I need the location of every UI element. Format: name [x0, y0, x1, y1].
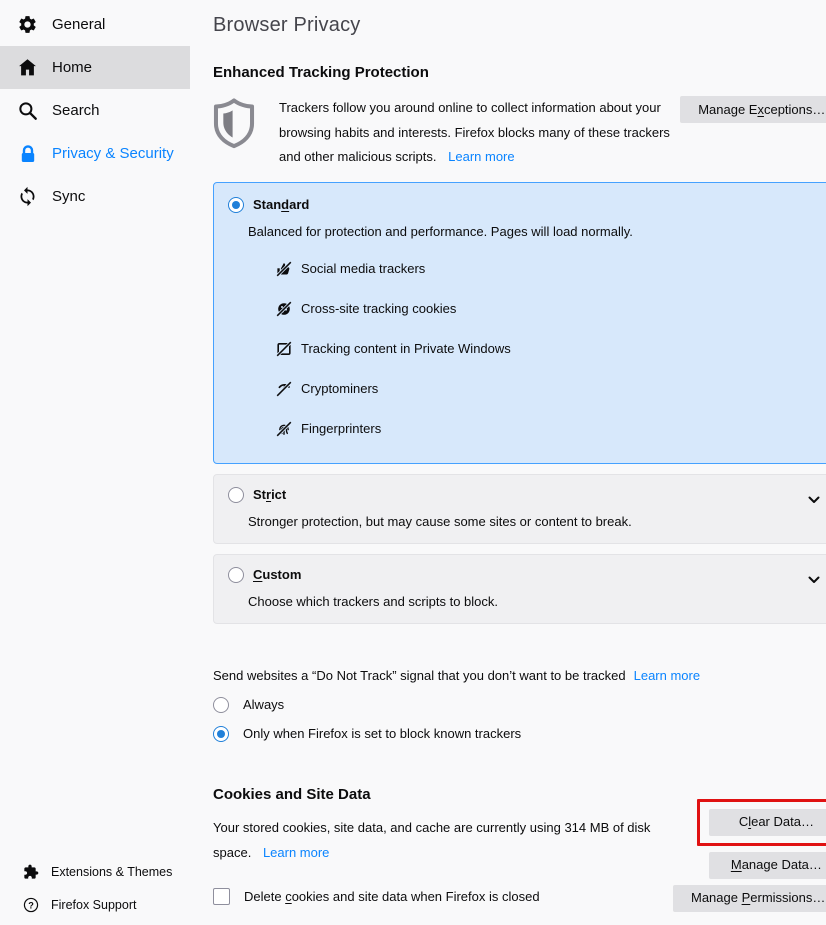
etp-heading: Enhanced Tracking Protection [213, 64, 429, 81]
delete-cookies-checkbox[interactable] [213, 888, 230, 905]
button-label-accesskey: x [757, 101, 764, 117]
etp-option-strict[interactable] [213, 474, 826, 544]
help-icon [23, 897, 39, 913]
cookies-body [213, 803, 826, 912]
clear-data-annotation-highlight [697, 799, 826, 846]
social-tracker-blocked-icon [276, 261, 292, 277]
fingerprinter-blocked-icon [276, 421, 292, 437]
sidebar-label-search: Search [52, 102, 100, 119]
etp-description [279, 96, 673, 170]
svg-text:?: ? [28, 899, 34, 910]
dnt-section [213, 668, 826, 742]
blocked-item-label: Cryptominers [301, 381, 379, 396]
page-title: Browser Privacy [213, 14, 361, 36]
standard-radio[interactable] [228, 197, 244, 213]
custom-description: Choose which trackers and scripts to block. [248, 593, 498, 609]
dnt-text [213, 668, 826, 683]
sidebar-item-firefox-support[interactable] [0, 888, 190, 921]
delete-cookies-row [213, 888, 673, 905]
button-label: Manage E [698, 101, 758, 117]
manage-data-button[interactable]: Manage Data… [709, 852, 826, 879]
cookies-left-column [213, 803, 673, 912]
sidebar-footer [0, 855, 190, 921]
sidebar-label-sync: Sync [52, 188, 86, 205]
dnt-only-when-blocking-radio[interactable] [213, 726, 229, 742]
main-panel [190, 0, 826, 925]
sidebar-label-home: Home [52, 59, 93, 76]
standard-blocked-list [276, 259, 826, 439]
cookies-description [213, 815, 673, 865]
strict-description: Stronger protection, but may cause some sites or content to break. [248, 513, 632, 529]
etp-description-text: Trackers follow you around online to collect information about your browsing habits and interests. Firefox blocks many of these trackers and other malicious scripts. [279, 100, 670, 164]
cookie-blocked-icon [276, 301, 292, 317]
sidebar-item-extensions-themes[interactable] [0, 855, 190, 888]
sync-icon [17, 186, 38, 207]
sidebar-label-general: General [52, 16, 106, 33]
custom-option-head [228, 567, 826, 583]
strict-radio[interactable] [228, 487, 244, 503]
button-label: ceptions… [763, 101, 826, 117]
sidebar-item-general[interactable] [0, 3, 190, 46]
cookies-learn-more-link[interactable]: Learn more [262, 844, 330, 860]
sidebar-item-search[interactable] [0, 89, 190, 132]
delete-cookies-label: Delete cookies and site data when Firefox is closed [244, 888, 540, 904]
etp-learn-more-link[interactable]: Learn more [448, 149, 515, 164]
blocked-item-label: Fingerprinters [301, 421, 382, 436]
cookies-description-text: Your stored cookies, site data, and cache are currently using 314 MB of disk space. [213, 819, 651, 860]
sidebar-item-home[interactable] [0, 46, 190, 89]
manage-permissions-button[interactable]: Manage Permissions… [673, 885, 826, 912]
standard-description: Balanced for protection and performance. Pages will load normally. [248, 223, 633, 239]
shield-icon [213, 97, 255, 149]
blocked-item-label: Cross-site tracking cookies [301, 301, 457, 316]
gear-icon [17, 14, 38, 35]
sidebar-item-sync[interactable] [0, 175, 190, 218]
standard-label: Standard [253, 197, 310, 212]
chevron-down-icon[interactable] [808, 492, 820, 500]
chevron-down-icon[interactable] [808, 572, 820, 580]
cookies-section [213, 786, 826, 912]
lock-icon [17, 143, 38, 164]
etp-intro [213, 96, 826, 170]
etp-option-custom[interactable] [213, 554, 826, 624]
manage-exceptions-button[interactable] [680, 96, 826, 123]
sidebar [0, 0, 190, 925]
sidebar-item-privacy-security[interactable] [0, 132, 190, 175]
footer-label-support: Firefox Support [51, 897, 137, 912]
custom-radio[interactable] [228, 567, 244, 583]
blocked-item-label: Tracking content in Private Windows [301, 341, 511, 356]
cookies-heading: Cookies and Site Data [213, 785, 371, 803]
dnt-only-when-blocking-label: Only when Firefox is set to block known trackers [243, 726, 522, 741]
etp-option-standard[interactable] [213, 182, 826, 464]
dnt-always-label: Always [243, 697, 285, 712]
blocked-item [276, 379, 826, 399]
dnt-text-label: Send websites a “Do Not Track” signal that you don’t want to be tracked [213, 667, 626, 683]
blocked-item [276, 259, 826, 279]
blocked-item [276, 339, 826, 359]
dnt-learn-more-link[interactable]: Learn more [633, 667, 701, 683]
dnt-option-always [213, 697, 826, 713]
cryptominer-blocked-icon [276, 381, 292, 397]
standard-option-head [228, 197, 826, 213]
sidebar-label-privacy-security: Privacy & Security [52, 145, 174, 162]
dnt-always-radio[interactable] [213, 697, 229, 713]
blocked-item [276, 299, 826, 319]
blocked-item-label: Social media trackers [301, 261, 426, 276]
cookies-buttons-column [673, 799, 826, 912]
clear-data-button[interactable]: Clear Data… [709, 809, 826, 836]
blocked-item [276, 419, 826, 439]
search-icon [17, 100, 38, 121]
custom-label: Custom [253, 567, 302, 582]
dnt-option-only-when-blocking [213, 726, 826, 742]
tracking-content-blocked-icon [276, 341, 292, 357]
puzzle-icon [23, 864, 39, 880]
home-icon [17, 57, 38, 78]
footer-label-extensions: Extensions & Themes [51, 864, 173, 879]
strict-option-head [228, 487, 826, 503]
strict-label: Strict [253, 487, 287, 502]
